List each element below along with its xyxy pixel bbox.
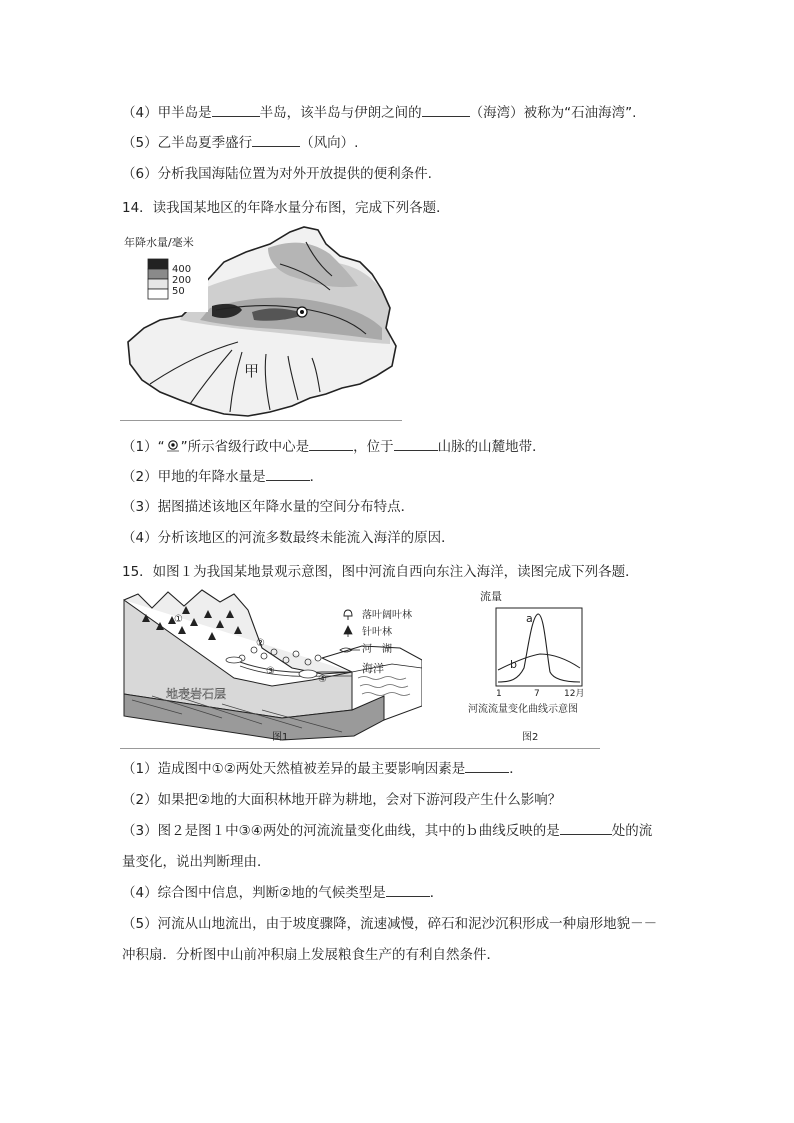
legend-value-50: 50 [172,286,185,297]
answer-blank[interactable] [560,822,612,835]
curve-a-label: a [526,612,533,625]
answer-blank[interactable] [465,760,509,773]
q13-item-6: （6）分析我国海陆位置为对外开放提供的便利条件. [122,166,432,182]
figure-rule [120,420,402,421]
answer-blank[interactable] [422,104,470,117]
legend-conifer: 针叶林 [362,627,392,638]
deciduous-tree-icon [344,610,352,620]
fig1-caption: 图1 [272,732,289,743]
conifer-tree-icon [344,626,352,637]
q15-item-5-cont: 冲积扇．分析图中山前冲积扇上发展粮食生产的有利自然条件． [122,947,500,963]
q15-item-4: （4）综合图中信息，判断②地的气候类型是 ． [122,885,444,901]
fig2-xtick-12: 12月 [564,689,585,699]
answer-blank[interactable] [386,884,430,897]
fig2-xtick-7: 7 [534,689,540,699]
curve-b-label: b [510,658,517,671]
q15-item-1: （1）造成图中①②两处天然植被差异的最主要影响因素是 ． [122,761,523,777]
q13-item-5: （5）乙半岛夏季盛行 （风向）. [122,135,359,151]
q14-item-1: （1）“ ”所示省级行政中心是 ，位于 山脉的山麓地带． [122,439,546,455]
legend-value-400: 400 [172,264,192,275]
q15-item-3: （3）图２是图１中③④两处的河流流量变化曲线，其中的ｂ曲线反映的是 处的流 [122,823,653,839]
q14-title: 14．读我国某地区的年降水量分布图，完成下列各题． [122,200,450,216]
legend-swatch-200 [148,269,168,279]
q15-item-2: （2）如果把②地的大面积林地开辟为耕地，会对下游河段产生什么影响？ [122,792,562,808]
marker-3: ③ [266,666,275,677]
capital-symbol-icon [165,440,181,452]
landscape-diagram [122,588,422,746]
answer-blank[interactable] [252,134,300,147]
sea-label: 海洋 [362,662,384,675]
q14-item-2: （2）甲地的年降水量是 ． [122,469,324,485]
q15-item-5: （5）河流从山地流出，由于坡度骤降，流速减慢，碎石和泥沙沉积形成一种扇形地貌－－ [122,916,658,932]
legend-swatch-400 [148,259,168,269]
fig2-subtitle: 河流流量变化曲线示意图 [468,704,578,715]
flow-curve-chart [466,588,604,746]
answer-blank[interactable] [309,438,353,451]
legend-swatch-low [148,289,168,299]
marker-4: ④ [318,674,327,685]
legend-deciduous: 落叶阔叶林 [362,610,412,621]
q15-title: 15．如图１为我国某地景观示意图，图中河流自西向东注入海洋，读图完成下列各题． [122,564,639,580]
q15-item-3-cont: 量变化，说出判断理由． [122,854,271,870]
q14-item-4: （4）分析该地区的河流多数最终未能流入海洋的原因． [122,530,455,546]
rock-layer-label: 地表岩石层 [166,687,227,701]
legend-river-lake: 河 湖 [362,644,392,655]
q14-item-3: （3）据图描述该地区年降水量的空间分布特点． [122,499,415,515]
fig2-frame [496,608,582,686]
map-region-label: 甲 [244,362,260,380]
marker-2: ② [256,638,265,649]
answer-blank[interactable] [266,468,310,481]
fig2-ylabel: 流量 [480,590,502,603]
q13-item-4: （4）甲半岛是 半岛，该半岛与伊朗之间的 （海湾）被称为“石油海湾”. [122,105,637,121]
precipitation-map [120,224,402,420]
fig2-caption: 图2 [522,732,539,743]
legend-swatch-50 [148,279,168,289]
fig2-xtick-1: 1 [496,689,502,699]
figure-rule [120,748,600,749]
answer-blank[interactable] [394,438,438,451]
legend-title: 年降水量/毫米 [124,236,194,249]
answer-blank[interactable] [212,104,260,117]
marker-1: ① [174,614,183,625]
legend-value-200: 200 [172,275,192,286]
